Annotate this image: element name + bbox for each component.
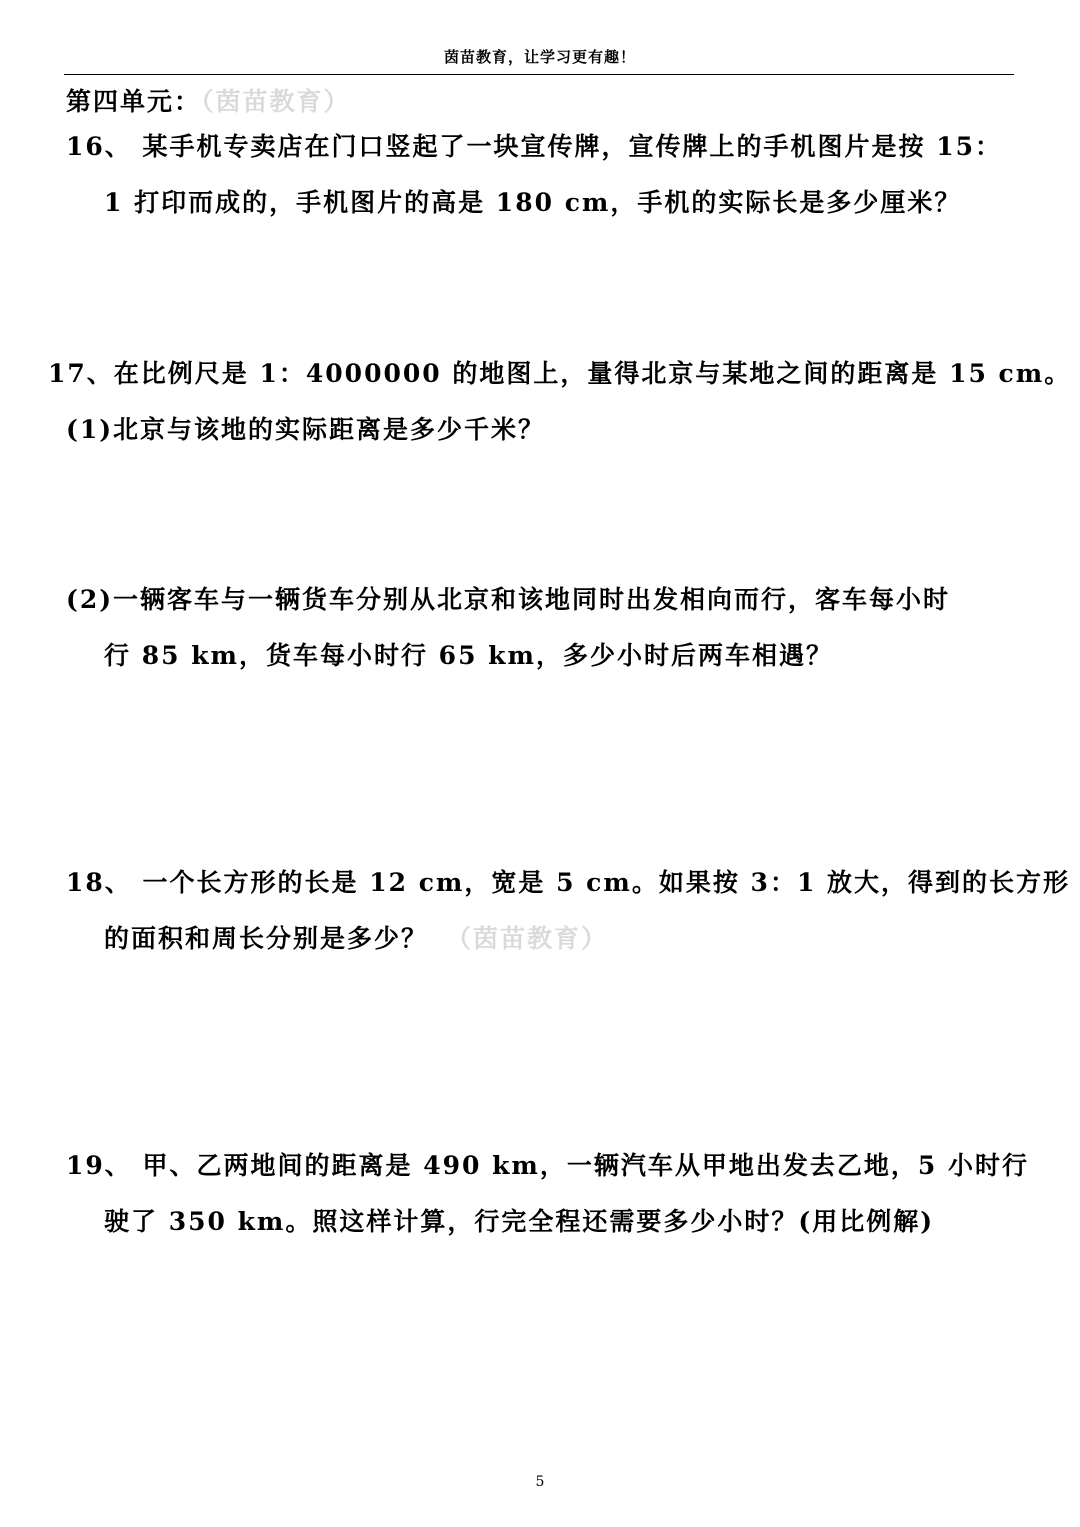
- unit-title: 第四单元：: [66, 87, 202, 116]
- question-19-line-2: 驶了 350 km。照这样计算，行完全程还需要多少小时？(用比例解): [104, 1207, 935, 1236]
- question-18-line-2: [104, 919, 608, 955]
- question-18-text: 的面积和周长分别是多少？: [104, 924, 429, 953]
- unit-heading: [66, 82, 351, 118]
- question-18-line-1: 18、 一个长方形的长是 12 cm，宽是 5 cm。如果按 3：1 放大，得到的长方形: [66, 868, 1071, 897]
- header-divider: [64, 74, 1014, 75]
- question-16-line-2: 1 打印而成的，手机图片的高是 180 cm，手机的实际长是多少厘米？: [104, 188, 962, 217]
- watermark-text: （茵苗教育）: [201, 87, 351, 116]
- page-number: 5: [535, 1474, 545, 1490]
- question-19-line-1: 19、 甲、乙两地间的距离是 490 km，一辆汽车从甲地出发去乙地，5 小时行: [66, 1151, 1029, 1180]
- page-header: 茵苗教育，让学习更有趣！: [443, 48, 636, 66]
- question-16-line-1: 16、 某手机专卖店在门口竖起了一块宣传牌，宣传牌上的手机图片是按 15：: [66, 132, 1002, 161]
- question-17-part-2-line-2: 行 85 km，货车每小时行 65 km，多少小时后两车相遇？: [104, 641, 833, 670]
- question-17-line-1: 17、在比例尺是 1：4000000 的地图上，量得北京与某地之间的距离是 15 cm。: [48, 359, 1072, 388]
- question-17-part-1: (1)北京与该地的实际距离是多少千米？: [66, 415, 546, 444]
- question-17-part-2-line-1: (2)一辆客车与一辆货车分别从北京和该地同时出发相向而行，客车每小时: [66, 585, 951, 614]
- watermark-text: （茵苗教育）: [446, 924, 609, 953]
